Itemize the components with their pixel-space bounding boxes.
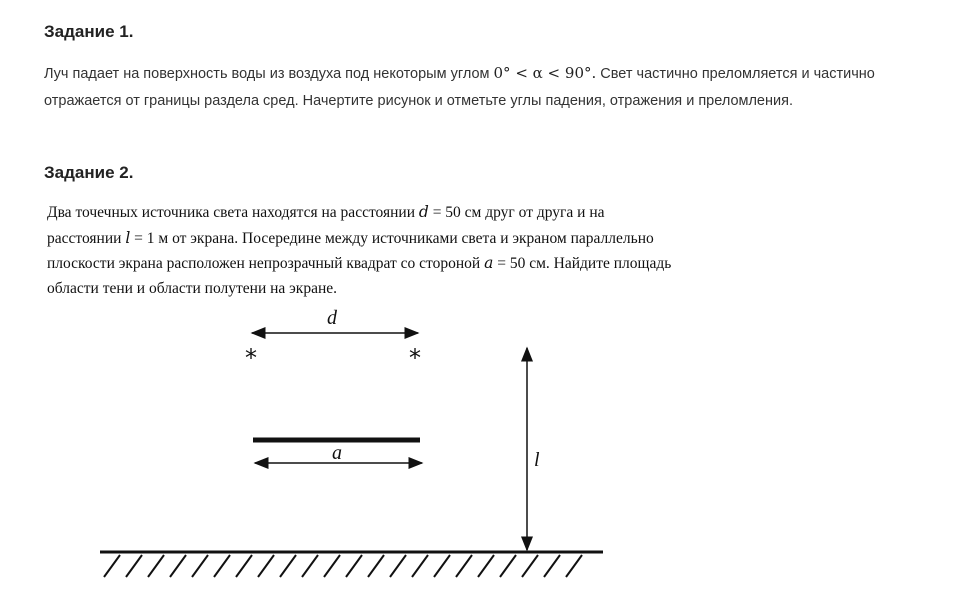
hatch-line (258, 555, 274, 577)
hatch-line (126, 555, 142, 577)
math-variable: l (125, 228, 131, 247)
hatch-line (544, 555, 560, 577)
hatch-line (192, 555, 208, 577)
hatch-line (390, 555, 406, 577)
hatch-line (104, 555, 120, 577)
hatch-line (566, 555, 582, 577)
task2-heading: Задание 2. (44, 163, 134, 182)
hatch-line (214, 555, 230, 577)
text-segment: = 1 м от экрана. Посередине между источниками света и экраном параллельно (130, 229, 654, 247)
text-segment: = 50 см друг от друга и на (428, 204, 605, 221)
task1-formula: 0° < α < 90°. (493, 64, 597, 82)
task1-text-before: Луч падает на поверхность воды из воздуха под некоторым углом (44, 66, 490, 82)
math-variable: d (418, 203, 429, 221)
text-segment: области тени и области полутени на экране. (47, 279, 338, 297)
text-segment: плоскости экрана расположен непрозрачный квадрат со стороной (47, 255, 485, 272)
hatch-line (170, 555, 186, 577)
hatch-line (346, 555, 362, 577)
hatch-line (522, 555, 538, 577)
hatch-line (478, 555, 494, 577)
hatch-line (280, 555, 296, 577)
hatch-line (456, 555, 472, 577)
hatch-line (368, 555, 384, 577)
label-l: l (534, 449, 540, 471)
light-source-right: * (409, 344, 421, 372)
hatch-line (324, 555, 340, 577)
math-variable: a (484, 254, 494, 272)
hatch-line (148, 555, 164, 577)
label-d: d (327, 307, 337, 329)
hatch-line (500, 555, 516, 577)
label-a: a (332, 442, 342, 464)
hatch-line (412, 555, 428, 577)
light-source-left: * (245, 344, 257, 372)
task1-heading: Задание 1. (44, 22, 134, 41)
text-segment: Два точечных источника света находятся на расстоянии (47, 204, 419, 221)
text-segment: расстоянии (47, 229, 126, 247)
hatch-line (434, 555, 450, 577)
task1-text-after: Свет частично преломляется и частично отражается от границы раздела сред. Начертите рисунок и отметьте углы падения, отражения и преломления. (44, 66, 875, 109)
hatch-line (302, 555, 318, 577)
hatch-line (236, 555, 252, 577)
text-segment: = 50 см. Найдите площадь (493, 255, 672, 272)
screen-hatching (104, 555, 582, 577)
